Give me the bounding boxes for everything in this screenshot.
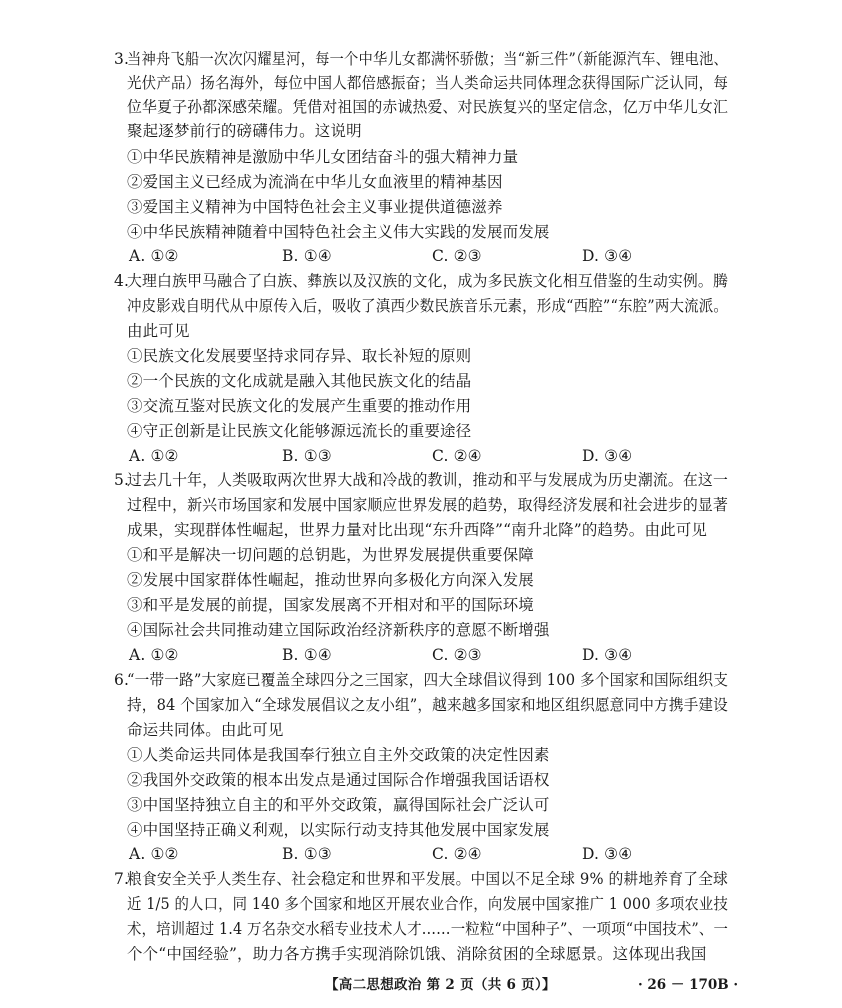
question-text: 位华夏子孙都深感荣耀。凭借对祖国的赤诚热爱、对民族复兴的坚定信念，亿万中华儿女汇 — [127, 98, 728, 116]
statement-text: ④守正创新是让民族文化能够源远流长的重要途径 — [127, 422, 472, 440]
option-d[interactable]: D. ③④ — [582, 247, 633, 265]
statement-text: ②我国外交政策的根本出发点是通过国际合作增强我国话语权 — [127, 771, 550, 789]
option-b[interactable]: B. ①③ — [282, 845, 332, 863]
statement-text: ④国际社会共同推动建立国际政治经济新秩序的意愿不断增强 — [127, 621, 550, 639]
page-footer — [0, 974, 842, 996]
statement-text: ①人类命运共同体是我国奉行独立自主外交政策的决定性因素 — [127, 746, 550, 764]
option-b[interactable]: B. ①④ — [282, 646, 332, 664]
question-text: 大理白族甲马融合了白族、彝族以及汉族的文化，成为多民族文化相互借鉴的生动实例。腾 — [127, 272, 728, 290]
question-number: 4. — [114, 272, 130, 290]
statement-text: ④中华民族精神随着中国特色社会主义伟大实践的发展而发展 — [127, 223, 550, 241]
question-text: 过程中，新兴市场国家和发展中国家顺应世界发展的趋势，取得经济发展和社会进步的显著 — [127, 496, 728, 514]
question-number: 5. — [114, 471, 130, 489]
question-text: 个个“中国经验”，助力各方携手实现消除饥饿、消除贫困的全球愿景。这体现出我国 — [127, 945, 707, 963]
option-a[interactable]: A. ①② — [129, 845, 179, 863]
option-c[interactable]: C. ②③ — [432, 646, 482, 664]
question-number: 7. — [114, 870, 130, 888]
statement-text: ②爱国主义已经成为流淌在中华儿女血液里的精神基因 — [127, 173, 503, 191]
question-text: 光伏产品）扬名海外，每位中国人都倍感振奋；当人类命运共同体理念获得国际广泛认同，每 — [127, 74, 728, 92]
statement-text: ②一个民族的文化成就是融入其他民族文化的结晶 — [127, 372, 472, 390]
statement-text: ④中国坚持正确义利观，以实际行动支持其他发展中国家发展 — [127, 821, 550, 839]
option-a[interactable]: A. ①② — [129, 646, 179, 664]
question-text: 成果，实现群体性崛起，世界力量对比出现“东升西降”“南升北降”的趋势。由此可见 — [127, 521, 708, 539]
statement-text: ①和平是解决一切问题的总钥匙，为世界发展提供重要保障 — [127, 546, 534, 564]
option-a[interactable]: A. ①② — [129, 447, 179, 465]
option-c[interactable]: C. ②④ — [432, 845, 482, 863]
option-c[interactable]: C. ②④ — [432, 447, 482, 465]
question-text: 粮食安全关乎人类生存、社会稳定和世界和平发展。中国以不足全球 9% 的耕地养育了全球 — [127, 870, 728, 888]
question-text: 聚起逐梦前行的磅礴伟力。这说明 — [127, 122, 362, 140]
question-number: 3. — [114, 50, 130, 68]
question-text: 冲皮影戏自明代从中原传入后，吸收了滇西少数民族音乐元素，形成“西腔”“东腔”两大流派。 — [127, 297, 729, 315]
question-text: 过去几十年，人类吸取两次世界大战和冷战的教训，推动和平与发展成为历史潮流。在这一 — [127, 471, 728, 489]
option-d[interactable]: D. ③④ — [582, 447, 633, 465]
question-number: 6. — [114, 671, 130, 689]
footer-page-info: 【高二思想政治 第 2 页（共 6 页）】 — [325, 977, 556, 993]
statement-text: ③中国坚持独立自主的和平外交政策，赢得国际社会广泛认可 — [127, 796, 550, 814]
option-a[interactable]: A. ①② — [129, 247, 179, 265]
question-text: 命运共同体。由此可见 — [127, 721, 284, 739]
statement-text: ③爱国主义精神为中国特色社会主义事业提供道德滋养 — [127, 198, 503, 216]
question-text: 近 1/5 的人口，同 140 多个国家和地区开展农业合作，向发展中国家推广 1 000 多项农业技 — [127, 895, 728, 913]
statement-text: ①中华民族精神是激励中华儿女团结奋斗的强大精神力量 — [127, 148, 519, 166]
option-c[interactable]: C. ②③ — [432, 247, 482, 265]
statement-text: ③和平是发展的前提，国家发展离不开相对和平的国际环境 — [127, 596, 534, 614]
statement-text: ①民族文化发展要坚持求同存异、取长补短的原则 — [127, 347, 472, 365]
statement-text: ③交流互鉴对民族文化的发展产生重要的推动作用 — [127, 397, 472, 415]
option-d[interactable]: D. ③④ — [582, 646, 633, 664]
option-b[interactable]: B. ①③ — [282, 447, 332, 465]
question-text: “一带一路”大家庭已覆盖全球四分之三国家，四大全球倡议得到 100 多个国家和国际组织支 — [127, 671, 729, 689]
question-text: 术，培训超过 1.4 万名杂交水稻专业技术人才……一粒粒“中国种子”、一项项“中国技术”、一 — [127, 920, 729, 938]
option-d[interactable]: D. ③④ — [582, 845, 633, 863]
statement-text: ②发展中国家群体性崛起，推动世界向多极化方向深入发展 — [127, 571, 534, 589]
question-text: 持，84 个国家加入“全球发展倡议之友小组”，越来越多国家和地区组织愿意同中方携手建设 — [127, 696, 728, 714]
question-text: 由此可见 — [127, 322, 190, 340]
question-text: 当神舟飞船一次次闪耀星河，每一个中华儿女都满怀骄傲；当“新三件”（新能源汽车、锂电池、 — [127, 50, 728, 68]
option-b[interactable]: B. ①④ — [282, 247, 332, 265]
footer-paper-code: · 26 － 170B · — [638, 977, 739, 993]
